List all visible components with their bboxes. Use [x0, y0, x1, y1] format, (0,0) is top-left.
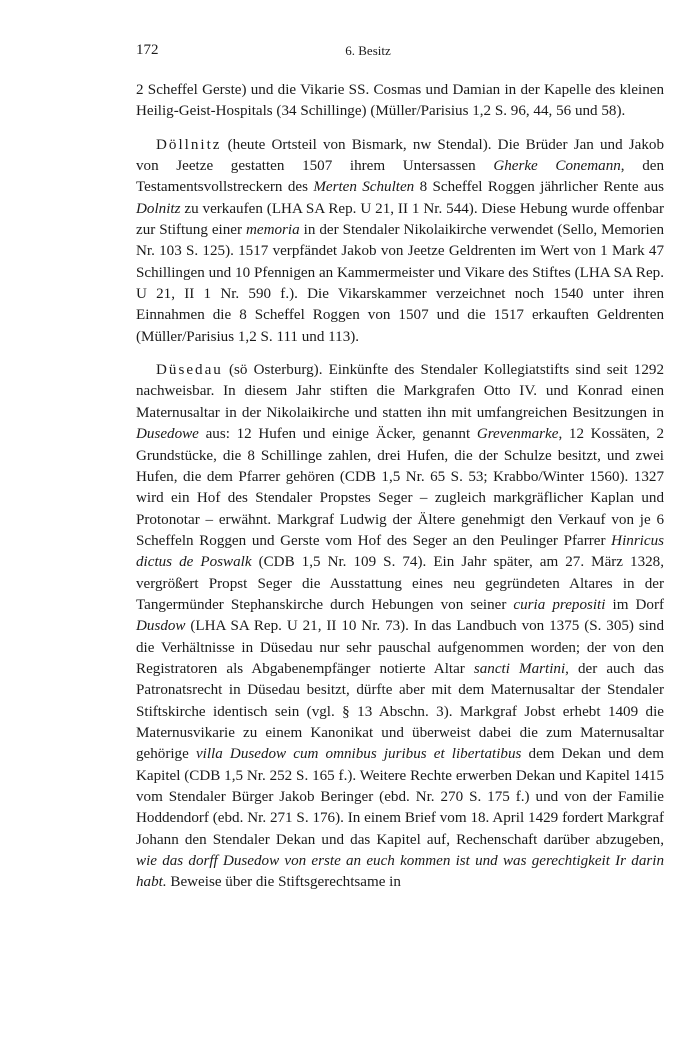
text-run: zu verkaufen (LHA SA Rep. U 21, II 1 Nr. 544). Diese Hebung wurde offenbar zur Stiftung einer — [136, 200, 664, 239]
page-number: 172 — [136, 42, 159, 58]
text-run: in der Stendaler Nikolaikirche verwendet (Sello, Memorien Nr. 103 S. 125). 1517 verpfändet Jakob von Jeetze Geldrenten im Wert von 1 Mark 47 Schillingen und 10 Pfennigen an Kammermeister und Vikare des Stiftes (LHA SA Rep. U 21, II 1 Nr. 590 f.). Die Vikarskammer verzeichnet noch 1540 unter ihren Einnahmen die 8 Scheffel Roggen von 1507 und die 1517 erkauften Geldrenten (Müller/Parisius 1,2 S. 111 und 113). — [136, 222, 664, 345]
italic-run: sancti Martini — [473, 660, 566, 677]
text-run: (LHA SA Rep. U 21, II 10 Nr. 73). In das Landbuch von 1375 (S. 305) sind die Verhältnisse in Düsedau nur sehr pauschal aufgenommen worden; der von den Registratoren als Abgabenempfänger notierte Altar — [136, 618, 664, 677]
paragraph-continuation: 2 Scheffel Gerste) und die Vikarie SS. Cosmas und Damian in der Kapelle des kleinen Heilig-Geist-Hospitals (34 Schillinge) (Müller/Parisius 1,2 S. 96, 44, 56 und 58). — [136, 82, 664, 120]
italic-run: memoria — [245, 222, 300, 239]
main-text — [136, 80, 664, 894]
italic-run: Grevenmarke — [476, 426, 559, 443]
italic-run: villa Dusedow cum omnibus juribus et libertatibus — [195, 746, 522, 763]
paragraph-duesedau — [136, 360, 664, 894]
italic-run: Merten Schulten — [313, 179, 415, 196]
text-run: aus: 12 Hufen und einige Äcker, genannt — [198, 426, 477, 443]
italic-run: Dusdow — [136, 618, 186, 635]
place-name: Döllnitz — [156, 136, 222, 153]
text-run: , 12 Kossäten, 2 Grundstücke, die 8 Schillinge zahlen, drei Hufen, die der Schulze besitzt, und zwei Hufen, die dem Pfarrer gehören (CDB 1,5 Nr. 65 S. 53; Krabbo/Winter 1560). 1327 wird ein Hof des Stendaler Propstes Seger – zugleich markgräflicher Kaplan und Protonotar – erwähnt. Markgraf Ludwig der Ältere genehmigt den Verkauf von je 6 Scheffeln Roggen und Gerste vom Hof des Seger an den Peulinger Pfarrer — [136, 426, 665, 549]
text-run: im Dorf — [605, 596, 664, 613]
italic-run: Hinricus dictus de Poswalk — [136, 532, 664, 571]
italic-run: Dusedowe — [136, 426, 199, 443]
running-head: 6. Besitz — [345, 43, 391, 58]
text-run: 8 Scheffel Roggen jährlicher Rente aus — [414, 179, 664, 196]
place-name: Düsedau — [156, 362, 223, 379]
text-run: (sö Osterburg). Einkünfte des Stendaler Kollegiatstifts sind seit 1292 nachweisbar. In diesem Jahr stiften die Markgrafen Otto IV. und Konrad einen Maternusaltar in der Nikolaikirche und statten ihn mit umfangreichen Besitzungen in — [136, 362, 664, 421]
italic-run: Dolnitz — [136, 200, 181, 217]
text-run: dem Dekan und dem Kapitel (CDB 1,5 Nr. 252 S. 165 f.). Weitere Rechte erwerben Dekan und Kapitel 1415 vom Stendaler Bürger Jakob Beringer (ebd. Nr. 270 S. 175 f.) und von der Familie Hoddendorf (ebd. Nr. 271 S. 176). In einem Brief vom 18. April 1429 fordert Markgraf Johann den Stendaler Dekan und das Kapitel auf, Rechenschaft darüber abzugeben, — [136, 746, 664, 848]
text-run: , der auch das Patronatsrecht in Düsedau besitzt, dürfte aber mit dem Maternusaltar der Stendaler Stiftskirche identisch sein (vgl. § 13 Abschn. 3). Markgraf Jobst erhebt 1409 die Maternusvikarie zu einem Kanonikat und überweist dabei die zum Maternusaltar gehörige — [136, 660, 664, 763]
text-run: , den Testamentsvollstreckern des — [136, 158, 665, 196]
page-header — [136, 42, 600, 62]
text-run: Beweise über die Stiftsgerechtsame in — [166, 874, 401, 891]
italic-run: curia prepositi — [513, 596, 606, 613]
italic-run: wie das dorff Dusedow von erste an euch kommen ist und was gerechtigkeit Ir darin habt. — [136, 853, 664, 891]
paragraph-doellnitz — [136, 135, 664, 348]
italic-run: Gherke Conemann — [493, 158, 621, 175]
text-run: (CDB 1,5 Nr. 109 S. 74). Ein Jahr später, am 27. März 1328, vergrößert Propst Seger die Ausstattung eines neu gegründeten Altares in der Tangermünder Stephanskirche durch Hebungen von seiner — [136, 554, 664, 613]
text-run: (heute Ortsteil von Bismark, nw Stendal). Die Brüder Jan und Jakob von Jeetze gestatten 1507 ihrem Untersassen — [136, 136, 664, 175]
